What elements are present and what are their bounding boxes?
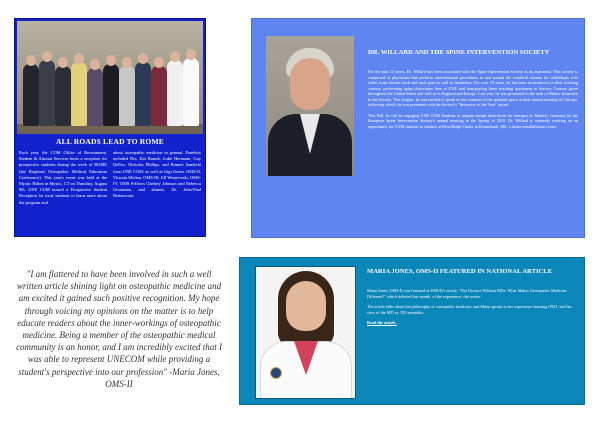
jones-paragraph-2: The article talks about the philosophy of osteopathic medicine, and Maria speaks to her experience learning OMT, and her view of the MD vs. DO mentality. — [367, 304, 572, 315]
read-article-link[interactable]: Read the article. — [367, 320, 397, 326]
willard-paragraph-2: This Fall, he will be engaging UNE COM Students to prepare annual dissections for transport to Munich, Germany for the European Spine Intervention Society's annual meeting in the Spring of 2019. Dr. Willard is currently working on an opportunity for COM students to shadow at RiverRidge Center in Kennebunk, ME, a neuro-rehabilitation center. — [368, 112, 578, 129]
maria-jones-portrait — [255, 266, 356, 399]
rome-article-panel — [14, 18, 206, 237]
maria-jones-quote: "I am flattered to have been involved in such a well written article shining light on osteopathic medicine and am excited it gained such positive recognition. My hope through voicing my opinions on the matter is to help educate readers about the inner-workings of osteopathic medicine. Being a member of the osteopathic medical community is an honor, and I am incredibly excited that I was able to represent UNECOM while providing a student's perspective into our profession" -Maria Jones, OMS-II — [16, 269, 222, 389]
jones-paragraph-1: Maria Jones, OMS-II was featured in WBUR's article, "The Doctors Without MDs: What Makes Osteopathic Medicine Different?" which debuted this month. of the experience, she writes: — [367, 288, 567, 299]
willard-title: DR. WILLARD AND THE SPINE INTERVENTION SOCIETY — [368, 49, 550, 56]
willard-portrait — [266, 36, 354, 176]
jones-article-panel — [239, 257, 585, 405]
willard-paragraph-1: For the past 15 years, Dr. Willard has been associated with the Spine Intervention Society as an anatomist. This society is composed of physicians that perform interventional procedures in and around the vertebral column for individuals who suffer from chronic back and neck pain as well as headaches. For over 10 years, he has been an instructor in their teaching courses, performing spine dissections here at UNE and transporting these teaching specimens to Society Courses given throughout the United States and well as in England and Europe. Last year, he was promoted to the rank of Master Instructor in the Society. This August, he was invited to speak on the contents of the epidural space at their annual meeting in Chicago, following which, he was presented with the Society's "Instructor of the Year" award. — [368, 69, 578, 107]
rome-text-column-2: about osteopathic medicine in general. Panelists included Drs. Kat Brandt, Jodie Hermann, Guy DeFeo, Nicholas Phillips, and Bonnie Sandicki from UNE COM, as well as Gigi Green, OMS-II, Victoria Molina, OMS-III, Jill Wisniewski, OMS-IV, OMS Fellows Chelsey Johnson and Rebecca Grossman, and alumni, Dr. John-Paul Bettencourt. — [113, 150, 201, 199]
rome-title: ALL ROADS LEAD TO ROME — [56, 137, 164, 146]
willard-article-panel — [251, 18, 585, 238]
rome-text-column-1: Each year, the COM Office of Recruitment, Student & Alumni Services hosts a reception for prospective students during the week of ROME (the Regional Osteopathic Medical Education Conference). This year's event was held at the Mystic Hilton in Mystic, CT on Thursday, August 9th. UNE COM hosted a Prospective Student Reception for local students to learn more about the program and — [19, 150, 107, 205]
group-photo — [17, 21, 203, 134]
jones-title: MARIA JONES, OMS-II FEATURED IN NATIONAL ARTICLE — [367, 268, 553, 275]
